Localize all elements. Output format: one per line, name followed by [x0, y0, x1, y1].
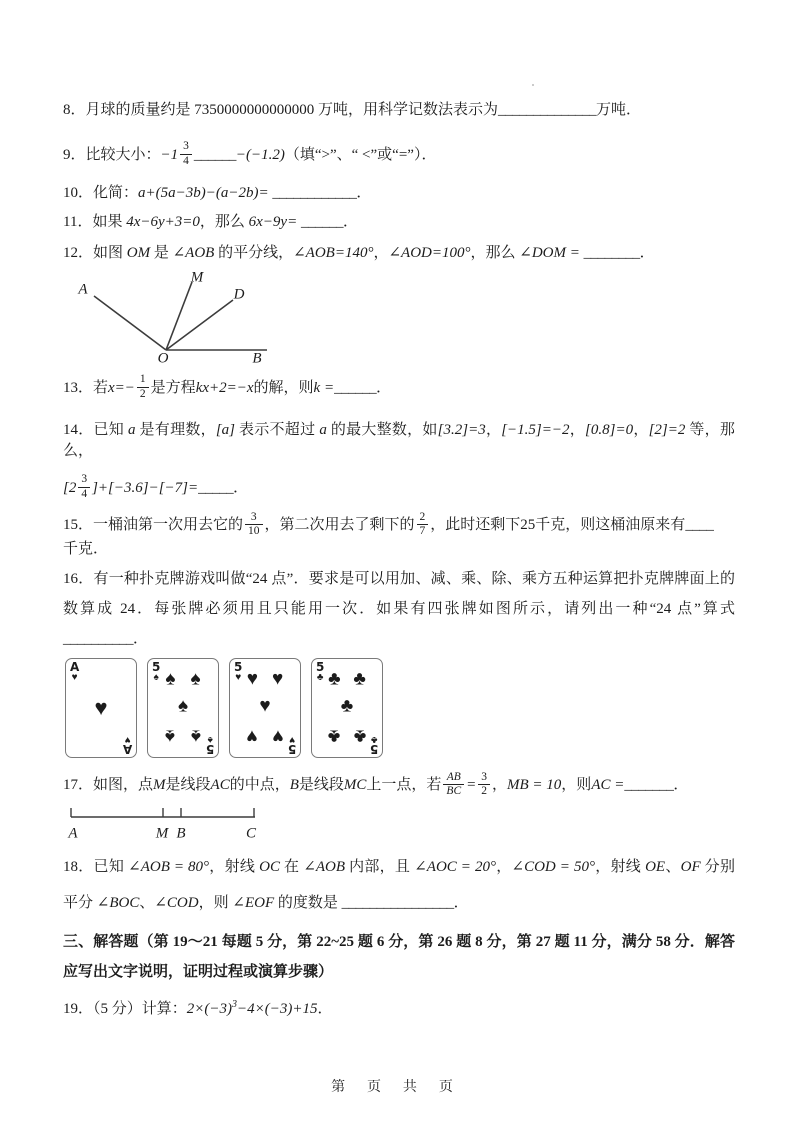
text-run: 11．如果 [63, 214, 127, 230]
spade-pip-icon: ♠ [190, 725, 201, 747]
club-pip-icon: ♣ [340, 695, 354, 717]
text-run: 10．化简： [63, 185, 139, 201]
segment-label-C: C [245, 825, 257, 842]
text-run: ， [569, 422, 586, 438]
question-12 [63, 243, 735, 264]
question-14-line1 [63, 420, 735, 462]
page-content [63, 100, 735, 1021]
spade-icon: ♠ [207, 734, 213, 746]
text-run: 14．已知 [63, 422, 129, 438]
playing-card-5-club [311, 658, 383, 758]
text-run: ， [373, 245, 389, 261]
answer-blank: ________ [583, 245, 640, 261]
answer-blank: _____ [198, 479, 234, 496]
math-run: 4x−6y+3=0 [126, 214, 200, 230]
text-run: ， [633, 422, 649, 438]
text-run: 的解，则 [253, 379, 314, 396]
text-run: 的平分线， [214, 245, 294, 261]
text-run: ． [639, 245, 655, 261]
text-run: （填“>”、“ <”或“=”）． [284, 146, 437, 163]
card-corner [287, 734, 296, 757]
text-run: ，则 [198, 895, 233, 912]
fraction-numerator: 3 [78, 473, 90, 487]
text-run: ． [342, 214, 358, 230]
text-run: 、 [139, 895, 155, 912]
text-run: ， [495, 859, 512, 876]
fraction [245, 511, 263, 538]
question-19 [63, 997, 735, 1021]
fraction-denominator: 4 [183, 154, 189, 167]
fraction-denominator: 2 [139, 387, 146, 400]
fraction [417, 511, 429, 538]
math-run: −(−1.2) [235, 146, 285, 163]
heart-pip-icon: ♥ [271, 725, 284, 747]
text-run: ． [233, 479, 249, 496]
fraction [78, 473, 90, 500]
text-run: 的中点， [229, 776, 290, 793]
answer-blank: ____________ [272, 185, 357, 201]
text-run: 、 [665, 859, 681, 876]
text-run: 千克． [63, 541, 109, 558]
answer-blank: ______________ [498, 102, 597, 118]
club-icon: ♣ [370, 734, 378, 746]
card-corner [205, 734, 214, 757]
answer-blank: ________________ [341, 895, 454, 912]
angle-figure-lines [69, 268, 309, 368]
math-run: x=− [108, 379, 135, 396]
fraction-numerator: 3 [180, 140, 192, 154]
heart-pip-icon: ♥ [246, 725, 259, 747]
math-run: ∠AOB=140° [293, 245, 374, 261]
club-pip-icon: ♣ [328, 668, 341, 690]
math-run: ∠AOC = 20° [414, 859, 496, 876]
math-run: AC = [591, 776, 625, 793]
fraction [180, 140, 192, 167]
fraction [478, 771, 490, 798]
text-run: 是 [150, 245, 173, 261]
heart-pip-icon: ♥ [259, 695, 271, 717]
question-15 [63, 512, 735, 560]
heart-pip-icon: ♥ [246, 668, 259, 690]
fraction-numerator: 2 [417, 511, 429, 525]
text-run: 千克，则这桶油原来有 [535, 517, 686, 534]
math-run: [2 [63, 479, 77, 496]
answer-blank: ______ [193, 146, 236, 163]
card-rank: A [70, 660, 80, 675]
text-run: ，则 [561, 776, 592, 793]
fraction-denominator: 7 [419, 525, 426, 538]
text-run: ． [673, 776, 689, 793]
math-run: ∠AOD=100° [388, 245, 471, 261]
question-16 [63, 564, 735, 654]
text-run: ． [453, 895, 469, 912]
card-rank: 5 [369, 742, 378, 757]
math-run: 2×(−3) [186, 1001, 232, 1018]
fraction-numerator: 3 [245, 511, 263, 525]
card-rank: 5 [152, 660, 161, 675]
angle-label-A: A [78, 281, 88, 298]
math-run: [3.2]=3 [437, 422, 486, 438]
text-run: 13．若 [63, 379, 109, 396]
answer-blank: _______ [624, 776, 674, 793]
math-run: −1 [160, 146, 179, 163]
math-run: M [153, 776, 166, 793]
number-run: 25 [520, 517, 536, 534]
math-run: a+(5a−3b)−(a−2b)= [138, 185, 269, 201]
fraction [443, 771, 464, 798]
text-run: 是线段 [165, 776, 211, 793]
card-corner [234, 662, 242, 682]
heart-icon: ♥ [71, 671, 78, 683]
text-run: 18．已知 [63, 859, 129, 876]
text-run: 的最大整数，如 [326, 422, 438, 438]
text-run: 17．如图，点 [63, 776, 154, 793]
text-run: 8．月球的质量约是 [63, 102, 195, 118]
scan-artifact-dot [532, 84, 534, 86]
text-run: 上一点，若 [366, 776, 442, 793]
angle-label-D: D [233, 286, 245, 303]
text-run: 是有理数， [135, 422, 216, 438]
math-run: ∠BOC [96, 895, 140, 912]
playing-card-5-spade [147, 658, 219, 758]
card-corner [369, 734, 378, 757]
text-run: ． [317, 1001, 333, 1018]
math-run: OF [680, 859, 701, 876]
club-icon: ♣ [316, 671, 324, 683]
text-run: 万吨． [596, 102, 642, 118]
text-run: 是线段 [298, 776, 344, 793]
angle-figure [69, 268, 309, 368]
math-run: [a] [215, 422, 236, 438]
text-run: ，那么 [199, 214, 249, 230]
text-run: 表示不超过 [235, 422, 320, 438]
question-8 [63, 100, 735, 121]
spade-pip-icon: ♠ [165, 668, 176, 690]
math-run: MC [343, 776, 367, 793]
math-run: ∠AOB = 80° [128, 859, 210, 876]
math-run: ]+[−3.6]−[−7]= [92, 479, 199, 496]
math-run: a [128, 422, 136, 438]
card-rank: 5 [234, 660, 243, 675]
math-run: MB = 10 [507, 776, 562, 793]
number-run: 7350000000000000 [194, 102, 315, 118]
exponent: 3 [232, 999, 237, 1011]
text-run: 15．一桶油第一次用去它的 [63, 517, 244, 534]
club-pip-icon: ♣ [328, 725, 341, 747]
card-rank: A [122, 742, 132, 757]
heart-icon: ♥ [288, 734, 295, 746]
text-run: ． [376, 379, 392, 396]
math-run: OM [126, 245, 151, 261]
question-14-line2 [63, 468, 735, 508]
text-run: 的度数是 [274, 895, 342, 912]
fraction-numerator: AB [443, 771, 464, 785]
fraction-numerator: 3 [478, 771, 490, 785]
angle-label-O: O [157, 350, 169, 367]
card-rank: 5 [205, 742, 214, 757]
math-run: ∠AOB [303, 859, 346, 876]
math-run: AC [210, 776, 230, 793]
math-run: k = [313, 379, 335, 396]
text-run: ，那么 [470, 245, 520, 261]
question-17 [63, 765, 735, 805]
fraction-numerator: 1 [137, 373, 149, 387]
text-run: 等，那么， [63, 422, 735, 459]
spade-pip-icon: ♠ [165, 725, 176, 747]
angle-label-M: M [190, 269, 204, 286]
heart-pip-icon: ♥ [271, 668, 284, 690]
text-run: ． [356, 185, 372, 201]
math-run: −4×(−3)+15 [237, 1001, 318, 1018]
page-footer: 第 页 共 页 [331, 1078, 462, 1094]
math-run: ∠COD = 50° [511, 859, 595, 876]
section-3-header [63, 927, 735, 987]
spade-icon: ♠ [153, 671, 159, 683]
fraction-denominator: BC [446, 784, 462, 797]
text-run: ， [485, 422, 502, 438]
text-run: ． [133, 631, 149, 648]
question-13 [63, 368, 735, 408]
card-corner [122, 734, 132, 757]
math-run: [−1.5]=−2 [501, 422, 570, 438]
angle-label-B: B [252, 350, 262, 367]
math-run: ∠AOB [172, 245, 215, 261]
question-18 [63, 849, 735, 921]
text-run: 16．有一种扑克牌游戏叫做“24 点”．要求是可以用加、减、乘、除、乘方五种运算把扑克牌牌面上的数算成 24．每张牌必须用且只能用一次．如果有四张牌如图所示，请列出一种“24 点”算式 [63, 571, 735, 618]
text-run: 9．比较大小： [63, 146, 161, 163]
text-run: 是方程 [150, 379, 196, 396]
text-run: 万吨，用科学记数法表示为 [314, 102, 499, 118]
club-pip-icon: ♣ [353, 668, 366, 690]
club-pip-icon: ♣ [353, 725, 366, 747]
segment-label-M: M [155, 825, 169, 842]
math-run: kx+2=−x [195, 379, 254, 396]
text-run: 12．如图 [63, 245, 127, 261]
heart-icon: ♥ [235, 671, 242, 683]
math-run: 6x−9y= [248, 214, 298, 230]
math-run: B [289, 776, 299, 793]
text-run: 在 [280, 859, 304, 876]
text-run: 内部，且 [345, 859, 415, 876]
card-corner [70, 662, 79, 682]
spade-pip-icon: ♠ [190, 668, 201, 690]
answer-blank: __________ [63, 631, 133, 648]
math-run: OE [645, 859, 666, 876]
answer-blank: ____ [685, 517, 714, 534]
fraction-denominator: 10 [248, 525, 260, 538]
answer-blank: ______ [334, 379, 377, 396]
math-run: OC [259, 859, 280, 876]
math-run: ∠COD [154, 895, 199, 912]
math-run: ∠EOF [232, 895, 275, 912]
text-run: 三、解答题（第 19～21 每题 5 分，第 22~25 题 6 分，第 26 题 8 分，第 27 题 11 分，满分 58 分．解答应写出文字说明，证明过程或演算步骤） [63, 934, 735, 981]
segment-label-A: A [68, 825, 78, 842]
fraction-denominator: 4 [81, 487, 88, 500]
math-run: [0.8]=0 [585, 422, 634, 438]
text-run: ，射线 [209, 859, 260, 876]
text-run: ，此时还剩下 [430, 517, 521, 534]
text-run: 分别平分 [63, 859, 735, 912]
question-9 [63, 135, 735, 175]
segment-figure [69, 805, 299, 845]
math-run: a [319, 422, 327, 438]
fraction [137, 373, 149, 400]
card-corner [152, 662, 160, 682]
text-run: ，射线 [594, 859, 646, 876]
question-11 [63, 212, 735, 233]
heart-icon: ♥ [124, 734, 131, 746]
text-run: ，第二次用去了剩下的 [264, 517, 415, 534]
math-run: = [466, 776, 477, 793]
card-rank: 5 [287, 742, 296, 757]
text-run: ， [492, 776, 508, 793]
spade-pip-icon: ♠ [177, 695, 189, 717]
math-run: ∠DOM = [519, 245, 580, 261]
math-run: [2]=2 [648, 422, 686, 438]
segment-label-B: B [176, 825, 186, 842]
playing-card-A-heart [65, 658, 137, 758]
card-rank: 5 [316, 660, 325, 675]
question-10 [63, 183, 735, 204]
answer-blank: ______ [300, 214, 343, 230]
playing-card-5-heart [229, 658, 301, 758]
fraction-denominator: 2 [481, 784, 487, 797]
card-corner [316, 662, 324, 682]
text-run: 19．（5 分）计算： [63, 1001, 187, 1018]
heart-pip-icon: ♥ [94, 695, 108, 721]
cards-figure [65, 658, 735, 759]
